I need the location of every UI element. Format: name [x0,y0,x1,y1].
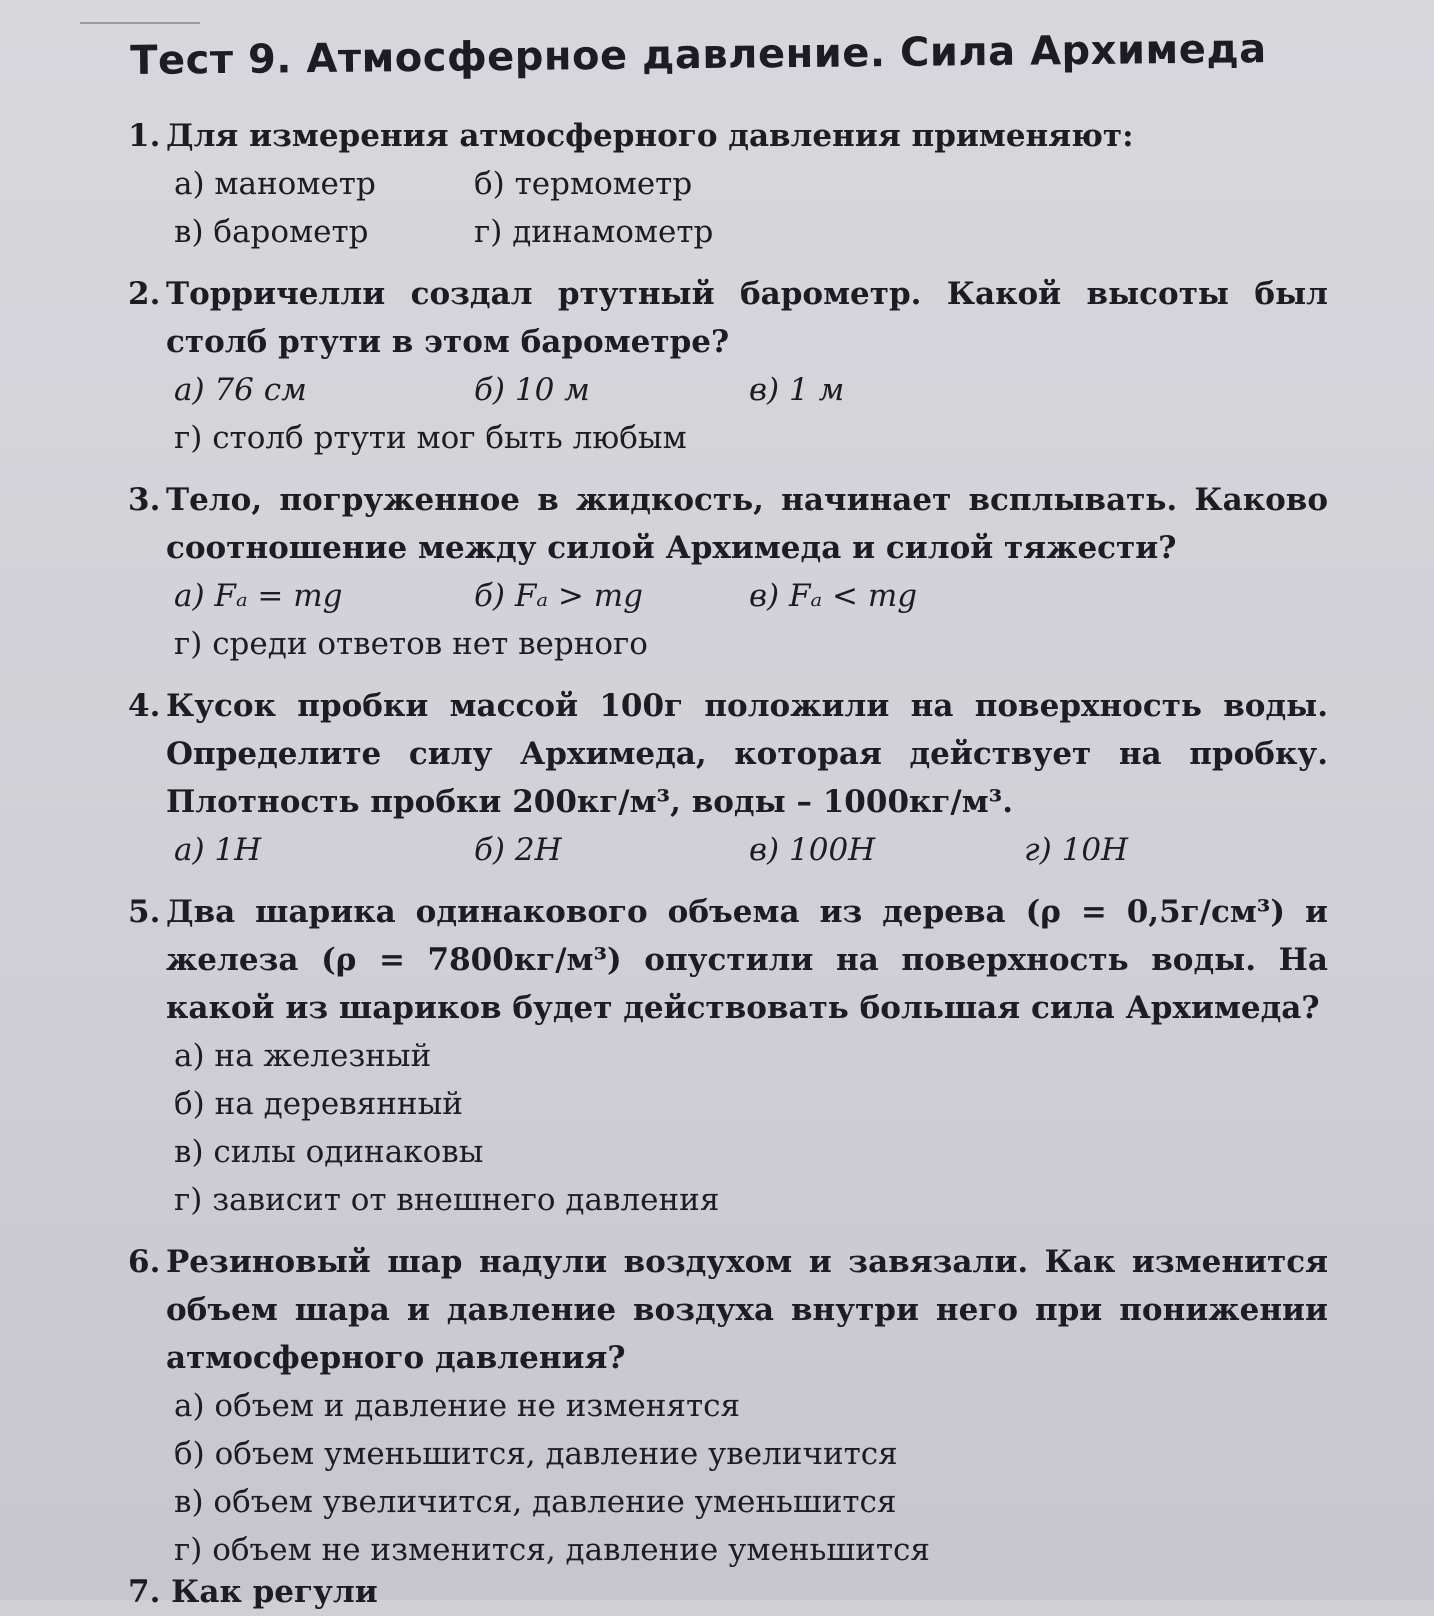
answer-option-g: г) зависит от внешнего давления [174,1182,720,1218]
answer-option-v: в) барометр [174,214,369,250]
question-number: 5. [128,894,161,930]
question-1 [128,112,1328,256]
answer-option-b: б) термометр [474,166,693,202]
answer-option-v: в) Fₐ < mg [749,578,918,614]
answer-option-g: г) 10Н [1024,832,1129,868]
answer-option-g: г) динамометр [474,214,714,250]
top-divider [80,22,200,24]
question-number: 3. [128,482,161,518]
answer-option-g: г) столб ртути мог быть любым [174,420,687,456]
answer-option-a: а) объем и давление не изменятся [174,1388,741,1424]
answer-option-a: а) на железный [174,1038,432,1074]
question-text: Для измерения атмосферного давления применяют: [166,118,1134,154]
question-2 [128,270,1328,462]
answer-option-a: а) манометр [174,166,376,202]
question-5 [128,888,1328,1224]
question-number: 2. [128,276,161,312]
answer-option-a: а) 1Н [174,832,262,868]
answer-option-b: б) объем уменьшится, давление увеличится [174,1436,898,1472]
answer-option-v: в) объем увеличится, давление уменьшится [174,1484,897,1520]
answer-option-g: г) объем не изменится, давление уменьшится [174,1532,930,1568]
answer-option-b: б) на деревянный [174,1086,463,1122]
question-7-partial: 7. Как регули [128,1574,378,1610]
answer-option-v: в) 100Н [749,832,876,868]
answer-option-b: б) Fₐ > mg [474,578,643,614]
question-number: 6. [128,1244,161,1280]
question-4 [128,682,1328,874]
answer-option-v: в) силы одинаковы [174,1134,484,1170]
page-title: Тест 9. Атмосферное давление. Сила Архимеда [130,26,1267,84]
answer-option-a: а) 76 см [174,372,307,408]
answer-option-b: б) 10 м [474,372,590,408]
answer-option-v: в) 1 м [749,372,845,408]
question-3 [128,476,1328,668]
question-text: Торричелли создал ртутный барометр. Какой высоты был столб ртути в этом барометре? [166,276,1328,360]
question-number: 4. [128,688,161,724]
question-text: Резиновый шар надули воздухом и завязали. Как изменится объем шара и давление воздуха внутри него при понижении атмосферного давления? [166,1244,1328,1376]
question-number: 1. [128,118,161,154]
question-list [128,112,1328,1588]
answer-option-b: б) 2Н [474,832,562,868]
question-text: Два шарика одинакового объема из дерева (ρ = 0,5г/см³) и железа (ρ = 7800кг/м³) опустили на поверхность воды. На какой из шариков будет действовать большая сила Архимеда? [166,894,1328,1026]
answer-option-g: г) среди ответов нет верного [174,626,648,662]
question-6 [128,1238,1328,1574]
question-text: Тело, погруженное в жидкость, начинает всплывать. Каково соотношение между силой Архимеда и силой тяжести? [166,482,1328,566]
answer-option-a: а) Fₐ = mg [174,578,343,614]
question-text: Кусок пробки массой 100г положили на поверхность воды. Определите силу Архимеда, которая действует на пробку. Плотность пробки 200кг/м³, воды – 1000кг/м³. [166,688,1328,820]
